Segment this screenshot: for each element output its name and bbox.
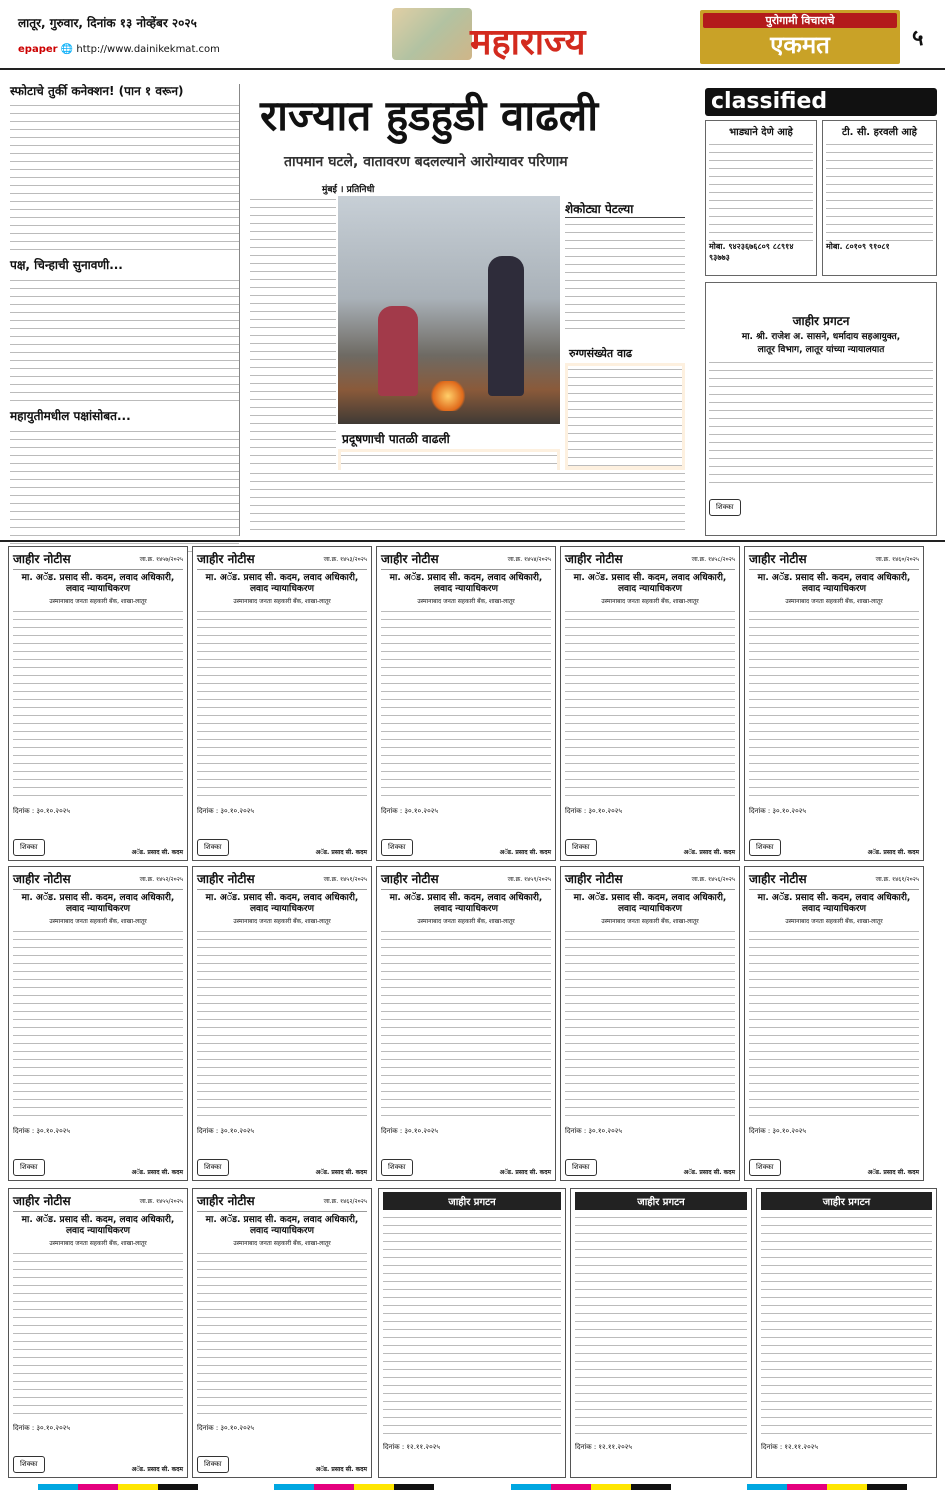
brand-logo: पुरोगामी विचाराचे एकमत xyxy=(700,10,900,64)
notice-authority: लवाद न्यायाधिकरण xyxy=(801,584,867,594)
notice-title: जाहीर नोटीस xyxy=(381,872,439,886)
notice-card xyxy=(744,546,924,861)
notice-title: जाहीर नोटीस xyxy=(197,1194,255,1208)
notice-seal: शिक्का xyxy=(13,1456,45,1473)
notice-bank: उस्मानाबाद जनता सहकारी बँक, शाखा-लातूर xyxy=(49,918,147,925)
classified-banner: classified xyxy=(705,88,937,116)
notice-body xyxy=(565,928,735,1123)
public-notice-title: जाहीर प्रगटन xyxy=(761,1192,932,1210)
notice-body xyxy=(381,608,551,803)
seal: शिक्का xyxy=(709,499,741,516)
notice-authority: लवाद न्यायाधिकरण xyxy=(617,584,683,594)
notice-body xyxy=(13,608,183,803)
box-patients-title: रुग्णसंख्येत वाढ xyxy=(565,344,685,363)
notice-seal: शिक्का xyxy=(197,1159,229,1176)
notice-card xyxy=(8,1188,188,1478)
notice-ref: जा.क्र. १४५१/२०२५ xyxy=(323,875,367,883)
notice-officer: मा. अॅड. प्रसाद सी. कदम, लवाद अधिकारी, xyxy=(573,573,727,583)
notice-bank: उस्मानाबाद जनता सहकारी बँक, शाखा-लातूर xyxy=(601,598,699,605)
notice-ref: जा.क्र. १४६०/२०२५ xyxy=(875,555,919,563)
court-notice: जाहीर प्रगटन मा. श्री. राजेश अ. सासने, धर्मादाय सहआयुक्त, लातूर विभाग, लातूर यांच्या न्यायालयात शिक्का xyxy=(705,282,937,536)
notice-date: दिनांक : ३०.१०.२०२५ xyxy=(13,1424,70,1432)
notice-signature: अॅड. प्रसाद सी. कदम xyxy=(499,849,551,856)
notice-officer: मा. अॅड. प्रसाद सी. कदम, लवाद अधिकारी, xyxy=(389,573,543,583)
notice-body xyxy=(13,928,183,1123)
notice-seal: शिक्का xyxy=(13,839,45,856)
lead-text-bottom xyxy=(250,470,685,532)
page-number: ५ xyxy=(912,26,924,51)
public-notice-ad xyxy=(570,1188,752,1478)
notice-bank: उस्मानाबाद जनता सहकारी बँक, शाखा-लातूर xyxy=(601,918,699,925)
notice-signature: अॅड. प्रसाद सी. कदम xyxy=(315,849,367,856)
notice-authority: लवाद न्यायाधिकरण xyxy=(249,1226,315,1236)
notice-authority: लवाद न्यायाधिकरण xyxy=(801,904,867,914)
notice-body xyxy=(197,928,367,1123)
text-block xyxy=(10,102,239,250)
notice-authority: लवाद न्यायाधिकरण xyxy=(249,584,315,594)
notice-officer: मा. अॅड. प्रसाद सी. कदम, लवाद अधिकारी, xyxy=(757,573,911,583)
notice-signature: अॅड. प्रसाद सी. कदम xyxy=(499,1169,551,1176)
notice-authority: लवाद न्यायाधिकरण xyxy=(65,1226,131,1236)
notice-date: दिनांक : ३०.१०.२०२५ xyxy=(381,1127,438,1135)
headline-mahayuti: महायुतीमधील पक्षांसोबत... xyxy=(10,409,131,423)
epaper-line[interactable]: epaper 🌐 http://www.dainikekmat.com xyxy=(18,44,220,55)
byline: मुंबई । प्रतिनिधी xyxy=(322,185,375,195)
notice-card xyxy=(560,866,740,1181)
notice-seal: शिक्का xyxy=(749,1159,781,1176)
public-notice-body xyxy=(383,1214,561,1439)
text-block xyxy=(10,428,239,554)
notice-officer: मा. अॅड. प्रसाद सी. कदम, लवाद अधिकारी, xyxy=(205,1215,359,1225)
public-notice-title: जाहीर प्रगटन xyxy=(383,1192,561,1210)
notice-bank: उस्मानाबाद जनता सहकारी बँक, शाखा-लातूर xyxy=(49,1240,147,1247)
notice-card xyxy=(744,866,924,1181)
notice-signature: अॅड. प्रसाद सी. कदम xyxy=(131,1466,183,1473)
notice-seal: शिक्का xyxy=(749,839,781,856)
text-block xyxy=(10,277,239,401)
lead-headline: राज्यात हुडहुडी वाढली xyxy=(260,91,599,140)
notice-officer: मा. अॅड. प्रसाद सी. कदम, लवाद अधिकारी, xyxy=(205,573,359,583)
notice-date: दिनांक : ३०.१०.२०२५ xyxy=(197,1127,254,1135)
notice-bank: उस्मानाबाद जनता सहकारी बँक, शाखा-लातूर xyxy=(233,598,331,605)
public-notice-date: दिनांक : १२.११.२०२५ xyxy=(383,1443,440,1451)
notice-ref: जा.क्र. १४५५/२०२५ xyxy=(139,1197,183,1205)
notice-card xyxy=(8,546,188,861)
headline-party: पक्ष, चिन्हाची सुनावणी... xyxy=(10,258,123,272)
notice-date: दिनांक : ३०.१०.२०२५ xyxy=(749,807,806,815)
notice-seal: शिक्का xyxy=(13,1159,45,1176)
public-notice-title: जाहीर प्रगटन xyxy=(575,1192,747,1210)
notice-bank: उस्मानाबाद जनता सहकारी बँक, शाखा-लातूर xyxy=(233,918,331,925)
notice-authority: लवाद न्यायाधिकरण xyxy=(433,904,499,914)
classified-ad-1: भाड्याने देणे आहे मोबा. ९४२३६७६८०९ ८८९१४ ९३७७३ xyxy=(705,120,817,276)
notice-bank: उस्मानाबाद जनता सहकारी बँक, शाखा-लातूर xyxy=(49,598,147,605)
notice-authority: लवाद न्यायाधिकरण xyxy=(617,904,683,914)
notice-date: दिनांक : ३०.१०.२०२५ xyxy=(13,807,70,815)
notice-officer: मा. अॅड. प्रसाद सी. कदम, लवाद अधिकारी, xyxy=(573,893,727,903)
lead-text-col1 xyxy=(250,196,336,466)
notice-signature: अॅड. प्रसाद सी. कदम xyxy=(683,1169,735,1176)
notice-officer: मा. अॅड. प्रसाद सी. कदम, लवाद अधिकारी, xyxy=(21,893,175,903)
notice-title: जाहीर नोटीस xyxy=(749,872,807,886)
masthead xyxy=(0,0,945,70)
notice-bank: उस्मानाबाद जनता सहकारी बँक, शाखा-लातूर xyxy=(417,918,515,925)
notice-card xyxy=(192,1188,372,1478)
notice-seal: शिक्का xyxy=(197,839,229,856)
notice-title: जाहीर नोटीस xyxy=(381,552,439,566)
notice-card xyxy=(376,546,556,861)
notice-signature: अॅड. प्रसाद सी. कदम xyxy=(131,1169,183,1176)
notice-authority: लवाद न्यायाधिकरण xyxy=(65,584,131,594)
notice-date: दिनांक : ३०.१०.२०२५ xyxy=(381,807,438,815)
notice-bank: उस्मानाबाद जनता सहकारी बँक, शाखा-लातूर xyxy=(417,598,515,605)
notice-ref: जा.क्र. १४५७/२०२५ xyxy=(139,555,183,563)
notice-card xyxy=(8,866,188,1181)
notice-officer: मा. अॅड. प्रसाद सी. कदम, लवाद अधिकारी, xyxy=(389,893,543,903)
lead-photo xyxy=(338,196,560,424)
notice-title: जाहीर नोटीस xyxy=(13,552,71,566)
notice-title: जाहीर नोटीस xyxy=(749,552,807,566)
notice-ref: जा.क्र. १४५९/२०२५ xyxy=(507,875,551,883)
notice-signature: अॅड. प्रसाद सी. कदम xyxy=(315,1466,367,1473)
notice-body xyxy=(13,1250,183,1420)
photo-caption-box xyxy=(565,200,685,340)
notice-signature: अॅड. प्रसाद सी. कदम xyxy=(683,849,735,856)
notice-bank: उस्मानाबाद जनता सहकारी बँक, शाखा-लातूर xyxy=(785,918,883,925)
classified-ad-2: टी. सी. हरवली आहे मोबा. ८०१०९ ९१०८१ xyxy=(822,120,937,276)
notice-card xyxy=(376,866,556,1181)
public-notice-date: दिनांक : १२.११.२०२५ xyxy=(575,1443,632,1451)
notice-signature: अॅड. प्रसाद सी. कदम xyxy=(867,1169,919,1176)
left-column xyxy=(10,84,240,536)
notice-seal: शिक्का xyxy=(565,839,597,856)
notice-bank: उस्मानाबाद जनता सहकारी बँक, शाखा-लातूर xyxy=(233,1240,331,1247)
map-graphic xyxy=(392,8,472,60)
globe-icon: 🌐 xyxy=(60,44,74,55)
notice-card xyxy=(560,546,740,861)
notice-title: जाहीर नोटीस xyxy=(13,872,71,886)
notice-seal: शिक्का xyxy=(381,1159,413,1176)
notice-body xyxy=(197,1250,367,1420)
notice-ref: जा.क्र. १४५२/२०२५ xyxy=(139,875,183,883)
box-patients xyxy=(565,344,685,474)
public-notice-ad xyxy=(378,1188,566,1478)
photo-caption: शेकोट्या पेटल्या xyxy=(565,200,685,218)
public-notice-ad xyxy=(756,1188,937,1478)
notice-card xyxy=(192,546,372,861)
notice-officer: मा. अॅड. प्रसाद सी. कदम, लवाद अधिकारी, xyxy=(205,893,359,903)
notice-ref: जा.क्र. १४६१/२०२५ xyxy=(875,875,919,883)
notice-title: जाहीर नोटीस xyxy=(197,872,255,886)
notice-title: जाहीर नोटीस xyxy=(565,872,623,886)
notice-signature: अॅड. प्रसाद सी. कदम xyxy=(315,1169,367,1176)
public-notice-body xyxy=(575,1214,747,1439)
notice-bank: उस्मानाबाद जनता सहकारी बँक, शाखा-लातूर xyxy=(785,598,883,605)
notice-date: दिनांक : ३०.१०.२०२५ xyxy=(565,807,622,815)
print-registration-strip xyxy=(0,1480,945,1494)
notice-date: दिनांक : ३०.१०.२०२५ xyxy=(197,807,254,815)
public-notice-date: दिनांक : १२.११.२०२५ xyxy=(761,1443,818,1451)
notice-title: जाहीर नोटीस xyxy=(565,552,623,566)
notice-seal: शिक्का xyxy=(197,1456,229,1473)
notice-ref: जा.क्र. १४५३/२०२५ xyxy=(323,555,367,563)
date-line: लातूर, गुरुवार, दिनांक १३ नोव्हेंबर २०२५ xyxy=(18,16,197,30)
notice-body xyxy=(197,608,367,803)
notice-body xyxy=(381,928,551,1123)
notice-authority: लवाद न्यायाधिकरण xyxy=(433,584,499,594)
public-notice-body xyxy=(761,1214,932,1439)
fire-shape xyxy=(428,381,468,411)
lead-subhead: तापमान घटले, वातावरण बदलल्याने आरोग्यावर परिणाम xyxy=(284,154,568,170)
notice-date: दिनांक : ३०.१०.२०२५ xyxy=(749,1127,806,1135)
person-shape xyxy=(488,256,524,396)
notice-body xyxy=(565,608,735,803)
notice-seal: शिक्का xyxy=(565,1159,597,1176)
person-shape xyxy=(378,306,418,396)
notice-authority: लवाद न्यायाधिकरण xyxy=(65,904,131,914)
notice-body xyxy=(749,928,919,1123)
notice-date: दिनांक : ३०.१०.२०२५ xyxy=(197,1424,254,1432)
notice-date: दिनांक : ३०.१०.२०२५ xyxy=(565,1127,622,1135)
notice-date: दिनांक : ३०.१०.२०२५ xyxy=(13,1127,70,1135)
notice-card xyxy=(192,866,372,1181)
notice-body xyxy=(749,608,919,803)
box-pollution-title: प्रदूषणाची पातळी वाढली xyxy=(338,428,560,449)
notice-officer: मा. अॅड. प्रसाद सी. कदम, लवाद अधिकारी, xyxy=(21,1215,175,1225)
notice-seal: शिक्का xyxy=(381,839,413,856)
notice-ref: जा.क्र. १४५६/२०२५ xyxy=(691,875,735,883)
notice-ref: जा.क्र. १४५४/२०२५ xyxy=(507,555,551,563)
notice-title: जाहीर नोटीस xyxy=(13,1194,71,1208)
notice-signature: अॅड. प्रसाद सी. कदम xyxy=(867,849,919,856)
notice-title: जाहीर नोटीस xyxy=(197,552,255,566)
notice-officer: मा. अॅड. प्रसाद सी. कदम, लवाद अधिकारी, xyxy=(21,573,175,583)
headline-turkey: स्फोटाचे तुर्की कनेक्शन! (पान १ वरून) xyxy=(10,84,184,98)
notice-ref: जा.क्र. १४५८/२०२५ xyxy=(691,555,735,563)
notice-signature: अॅड. प्रसाद सी. कदम xyxy=(131,849,183,856)
notice-ref: जा.क्र. १४६२/२०२५ xyxy=(323,1197,367,1205)
notice-authority: लवाद न्यायाधिकरण xyxy=(249,904,315,914)
section-title: महाराज्य xyxy=(470,21,586,63)
notice-officer: मा. अॅड. प्रसाद सी. कदम, लवाद अधिकारी, xyxy=(757,893,911,903)
